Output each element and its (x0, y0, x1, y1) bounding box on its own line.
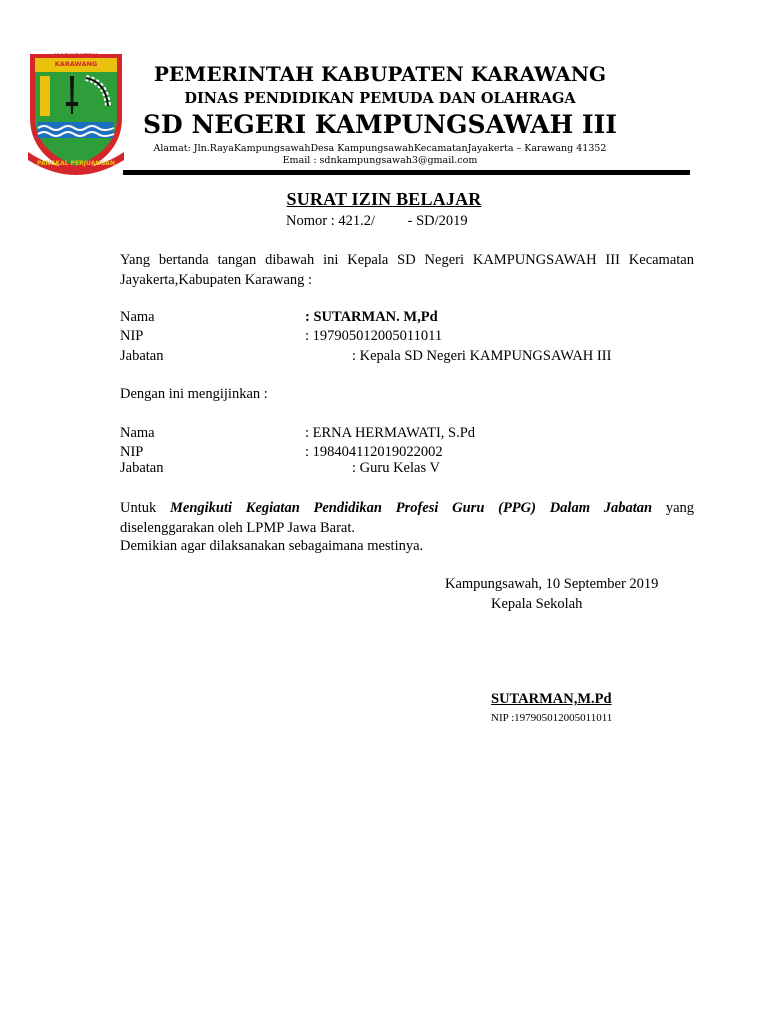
subject-position-label: Jabatan (120, 460, 164, 476)
school-address: Alamat: Jln.RayaKampungsawahDesa KampungsawahKecamatanJayakerta – Karawang 41352 (153, 143, 607, 154)
signer-position-value: : Kepala SD Negeri KAMPUNGSAWAH III (352, 348, 612, 364)
school-email: Email : sdnkampungsawah3@gmail.com (282, 155, 478, 166)
signer-position-label: Jabatan (120, 348, 164, 364)
subject-position-value: : Guru Kelas V (352, 460, 440, 476)
permit-intro: Dengan ini mengijinkan : (120, 386, 268, 402)
intro-paragraph: Yang bertanda tangan dibawah ini Kepala SD Negeri KAMPUNGSAWAH III Kecamatan Jayakerta,Kabupaten Karawang : (120, 252, 694, 288)
letter-title: SURAT IZIN BELAJAR (286, 189, 482, 209)
letter-number: Nomor : 421.2/ - SD/2019 (286, 213, 468, 229)
signature-nip: NIP :197905012005011011 (491, 712, 613, 724)
signer-nip-value: : 197905012005011011 (305, 328, 443, 344)
signer-title: Kepala Sekolah (491, 596, 583, 612)
government-heading: PEMERINTAH KABUPATEN KARAWANG (153, 62, 607, 86)
purpose-prefix: Untuk (120, 500, 170, 516)
signer-name-label: Nama (120, 309, 155, 325)
subject-name-label: Nama (120, 425, 155, 441)
subject-nip-value: : 198404112019022002 (305, 444, 443, 460)
closing-sentence: Demikian agar dilaksanakan sebagaimana mestinya. (120, 538, 424, 554)
subject-name-value: : ERNA HERMAWATI, S.Pd (305, 425, 476, 441)
logo-top-text: KABUPATEN KARAWANG (54, 52, 98, 68)
subject-nip-label: NIP (120, 444, 144, 460)
purpose-suffix: yang diselenggarakan oleh LPMP Jawa Barat. (120, 500, 695, 536)
department-heading: DINAS PENDIDIKAN PEMUDA DAN OLAHRAGA (184, 90, 576, 107)
signature-name: SUTARMAN,M.Pd (491, 691, 612, 707)
purpose-paragraph (120, 498, 694, 538)
logo-bottom-text: PANGKAL PERJUANGAN (37, 160, 115, 167)
signer-name-value: : SUTARMAN. M,Pd (305, 309, 438, 325)
purpose-emphasis: Mengikuti Kegiatan Pendidikan Profesi Guru (PPG) Dalam Jabatan (170, 500, 653, 516)
letterhead-divider (123, 170, 690, 175)
place-date: Kampungsawah, 10 September 2019 (445, 576, 659, 592)
school-heading: SD NEGERI KAMPUNGSAWAH III (143, 110, 617, 139)
signer-nip-label: NIP (120, 328, 144, 344)
